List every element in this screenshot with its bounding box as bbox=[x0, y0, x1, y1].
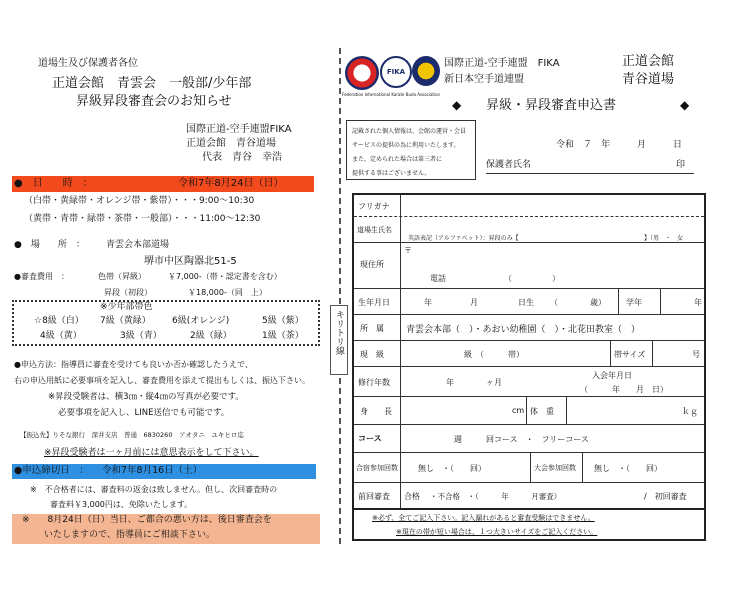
name-gender-note: 】（男 ・ 女 bbox=[644, 235, 684, 242]
row-address[interactable] bbox=[354, 242, 704, 288]
title-diamond-left: ◆ bbox=[452, 98, 462, 112]
row-name[interactable] bbox=[354, 216, 704, 242]
height-label: 身 長 bbox=[360, 407, 392, 416]
row-furigana[interactable] bbox=[354, 195, 704, 216]
globe-logo-icon bbox=[412, 56, 440, 86]
name-label: 道場生氏名 bbox=[357, 226, 392, 234]
apply-method-4: 必要事項を記入し、LINE送信でも可能です。 bbox=[58, 408, 230, 418]
cut-line bbox=[339, 48, 341, 544]
rank-field[interactable]: 級 （ 帯） bbox=[464, 350, 524, 359]
absence-note-2: いたしますので、指導員にご相談下さい。 bbox=[44, 530, 215, 540]
apply-method-3: ※昇段受験者は、横3㎝・縦4㎝の写真が必要です。 bbox=[48, 392, 244, 402]
deadline-label: ●申込締切日 ： bbox=[14, 465, 89, 476]
affiliation-options[interactable]: 青雲会本部（ ）・あおい幼稚園（ ）・北花田教室（ ） bbox=[406, 325, 641, 335]
rank-label: 現 級 bbox=[360, 350, 384, 359]
birth-day-unit: 日生 bbox=[518, 298, 534, 307]
absence-note-1: ※ 8月24日（日）当日、ご都合の悪い方は、後日審査会を bbox=[22, 515, 272, 525]
row-camp-tournament[interactable] bbox=[354, 452, 704, 482]
place-address: 堺市中区陶器北51-5 bbox=[144, 256, 237, 267]
join-date-field[interactable]: （ 年 月 日） bbox=[580, 385, 668, 394]
addressee-line: 道場生及び保護者各位 bbox=[38, 58, 138, 69]
birthdate-label: 生年月日 bbox=[358, 298, 390, 307]
row-training-years[interactable] bbox=[354, 366, 704, 396]
row-affiliation[interactable] bbox=[354, 314, 704, 340]
weight-label: 体 重 bbox=[530, 407, 554, 416]
tournament-label: 大会参加回数 bbox=[534, 464, 576, 472]
date-value: 令和7年8月24日（日） bbox=[178, 178, 284, 189]
belt-row2-4: 1級（茶） bbox=[262, 331, 304, 341]
fee-label: ●審査費用 ： bbox=[14, 272, 69, 281]
belt-row1-4: 5級（紫） bbox=[262, 316, 304, 326]
furigana-label: フリガナ bbox=[358, 202, 390, 211]
camp-label: 合宿参加回数 bbox=[356, 464, 398, 472]
seal-mark: 印 bbox=[676, 160, 686, 170]
camp-field[interactable]: 無し ・（ 回） bbox=[418, 464, 486, 473]
fee-row2-amount: ￥18,000-（同 上） bbox=[188, 288, 267, 297]
deadline-value: 令和7年8月16日（土） bbox=[102, 465, 203, 476]
belt-row1-3: 6級(オレンジ) bbox=[172, 316, 230, 326]
fika-logo-icon bbox=[380, 56, 412, 88]
belt-row1-1: ☆8級（白） bbox=[34, 316, 84, 326]
fee-row1-amount: ￥7,000-（帯・認定書を含む） bbox=[168, 272, 282, 281]
previous-pass[interactable]: 合格 bbox=[404, 492, 420, 501]
row-course[interactable] bbox=[354, 424, 704, 452]
organizer-rep: 代表 青谷 幸浩 bbox=[202, 152, 282, 163]
date-label: ● 日 時 ： bbox=[14, 178, 93, 189]
fail-note-2: 審査料￥3,000円は、免除いたします。 bbox=[50, 500, 193, 509]
privacy-line-2: サービスの提供の為に利用いたします。 bbox=[352, 142, 460, 149]
federation-name-2: 新日本空手道連盟 bbox=[444, 74, 524, 85]
guardian-field[interactable] bbox=[486, 173, 694, 174]
weight-unit: ｋｇ bbox=[682, 407, 698, 416]
first-exam-option[interactable]: / 初回審査 bbox=[644, 492, 687, 501]
footer-note-2: ※現在の帯が短い場合は、１つ大きいサイズをご記入ください。 bbox=[396, 528, 598, 536]
fee-row1-type: 色帯（昇級） bbox=[98, 272, 146, 281]
course-options[interactable]: 週 回コース ・ フリーコース bbox=[454, 435, 589, 444]
fika-logo-caption: Federation International Karate Budo Association bbox=[342, 92, 441, 97]
name-english-note: 英語表記（アルファベット）：昇段のみ【 bbox=[408, 235, 519, 242]
belt-row2-3: 2級（緑） bbox=[190, 331, 232, 341]
address-label: 現住所 bbox=[360, 260, 384, 269]
fail-note-1: ※ 不合格者には、審査料の返金は致しません。但し、次回審査時の bbox=[30, 485, 278, 494]
row-height-weight[interactable] bbox=[354, 396, 704, 424]
title-diamond-right: ◆ bbox=[680, 98, 690, 112]
notice-title-line1: 正道会館 青雲会 一般部/少年部 bbox=[52, 76, 252, 91]
privacy-line-4: 提供する事はございません。 bbox=[352, 170, 431, 177]
belt-size-unit: 号 bbox=[692, 350, 700, 359]
cut-line-label: キリトリ線 bbox=[334, 310, 344, 355]
promotion-notice: ※昇段受験者は一ヶ月前には意思表示をして下さい。 bbox=[44, 448, 259, 458]
organizer-name: 国際正道-空手連盟FIKA bbox=[186, 124, 292, 135]
dojo-name-2: 青谷道場 bbox=[622, 72, 675, 87]
karate-logo-icon bbox=[345, 56, 379, 90]
row-birthdate[interactable] bbox=[354, 288, 704, 314]
form-title: 昇級・昇段審査申込書 bbox=[486, 98, 617, 113]
course-label: コース bbox=[358, 434, 382, 443]
belt-row2-1: 4級（黄） bbox=[40, 331, 82, 341]
previous-fail[interactable]: ・不合格 ・（ 年 月審査） bbox=[430, 492, 562, 501]
birth-month-unit: 月 bbox=[470, 298, 478, 307]
postal-mark: 〒 bbox=[404, 246, 412, 255]
training-years-label: 修行年数 bbox=[358, 378, 390, 387]
height-unit: cm bbox=[512, 406, 525, 415]
date-fill-line[interactable]: 令和 ７ 年 月 日 bbox=[556, 140, 683, 150]
fee-row2-type: 昇段（初段） bbox=[104, 288, 152, 297]
footer-note-1: ※必ず、全てご記入下さい。記入漏れがあると審査受験はできません。 bbox=[372, 514, 595, 522]
tournament-field[interactable]: 無し ・（ 回） bbox=[594, 464, 662, 473]
birth-year-unit: 年 bbox=[424, 298, 432, 307]
phone-field[interactable]: （ ） bbox=[504, 274, 560, 283]
belt-color-title: ※少年部帯色 bbox=[100, 302, 153, 312]
place-value: 青雲会本部道場 bbox=[106, 240, 170, 250]
belt-size-label: 帯サイズ bbox=[614, 350, 646, 359]
time-slot-1: （白帯・黄緑帯・オレンジ帯・紫帯）・・・9:00〜10:30 bbox=[24, 196, 255, 206]
phone-label: 電話 bbox=[430, 274, 446, 283]
previous-exam-label: 前回審査 bbox=[358, 492, 390, 501]
guardian-label: 保護者氏名 bbox=[486, 160, 532, 170]
training-years-field[interactable]: 年 ヶ月 bbox=[446, 378, 502, 387]
apply-method-1: ●申込方法：指導員に審査を受けても良いか否か確認したうえで、 bbox=[14, 360, 253, 369]
time-slot-2: （黄帯・青帯・緑帯・茶帯・一般部）・・・11:00〜12:30 bbox=[24, 214, 261, 224]
organizer-dojo: 正道会館 青谷道場 bbox=[186, 138, 276, 149]
affiliation-label: 所 属 bbox=[360, 324, 384, 333]
row-footer-notes bbox=[354, 508, 704, 541]
application-form-table bbox=[352, 193, 706, 541]
row-rank[interactable] bbox=[354, 340, 704, 366]
grade-unit: 年 bbox=[694, 298, 702, 307]
join-date-label: 入会年月日 bbox=[592, 371, 632, 380]
notice-title-line2: 昇級昇段審査会のお知らせ bbox=[76, 94, 232, 109]
age-field[interactable]: （ 歳） bbox=[550, 298, 606, 307]
federation-name-1: 国際正道-空手連盟 FIKA bbox=[444, 58, 560, 69]
apply-method-2: 右の申込用紙に必要事項を記入し、審査費用を添えて提出もしくは、振込下さい。 bbox=[14, 376, 310, 385]
belt-row1-2: 7級（黄緑） bbox=[100, 316, 151, 326]
privacy-line-1: 記載された個人情報は、会館の運営・会員 bbox=[352, 128, 467, 135]
privacy-line-3: また、定められた場合は第三者に bbox=[352, 156, 443, 163]
dojo-name-1: 正道会館 bbox=[622, 54, 675, 69]
bank-info: 【振込先】りそな銀行 深井支店 普通 6830260 アオタニ ユキヒロ迄 bbox=[20, 431, 244, 439]
grade-label: 学年 bbox=[626, 298, 642, 307]
row-previous-exam[interactable] bbox=[354, 482, 704, 508]
place-label: ● 場 所 ： bbox=[14, 240, 85, 250]
fika-logo-text: FIKA bbox=[386, 68, 406, 76]
belt-row2-2: 3級（青） bbox=[120, 331, 162, 341]
